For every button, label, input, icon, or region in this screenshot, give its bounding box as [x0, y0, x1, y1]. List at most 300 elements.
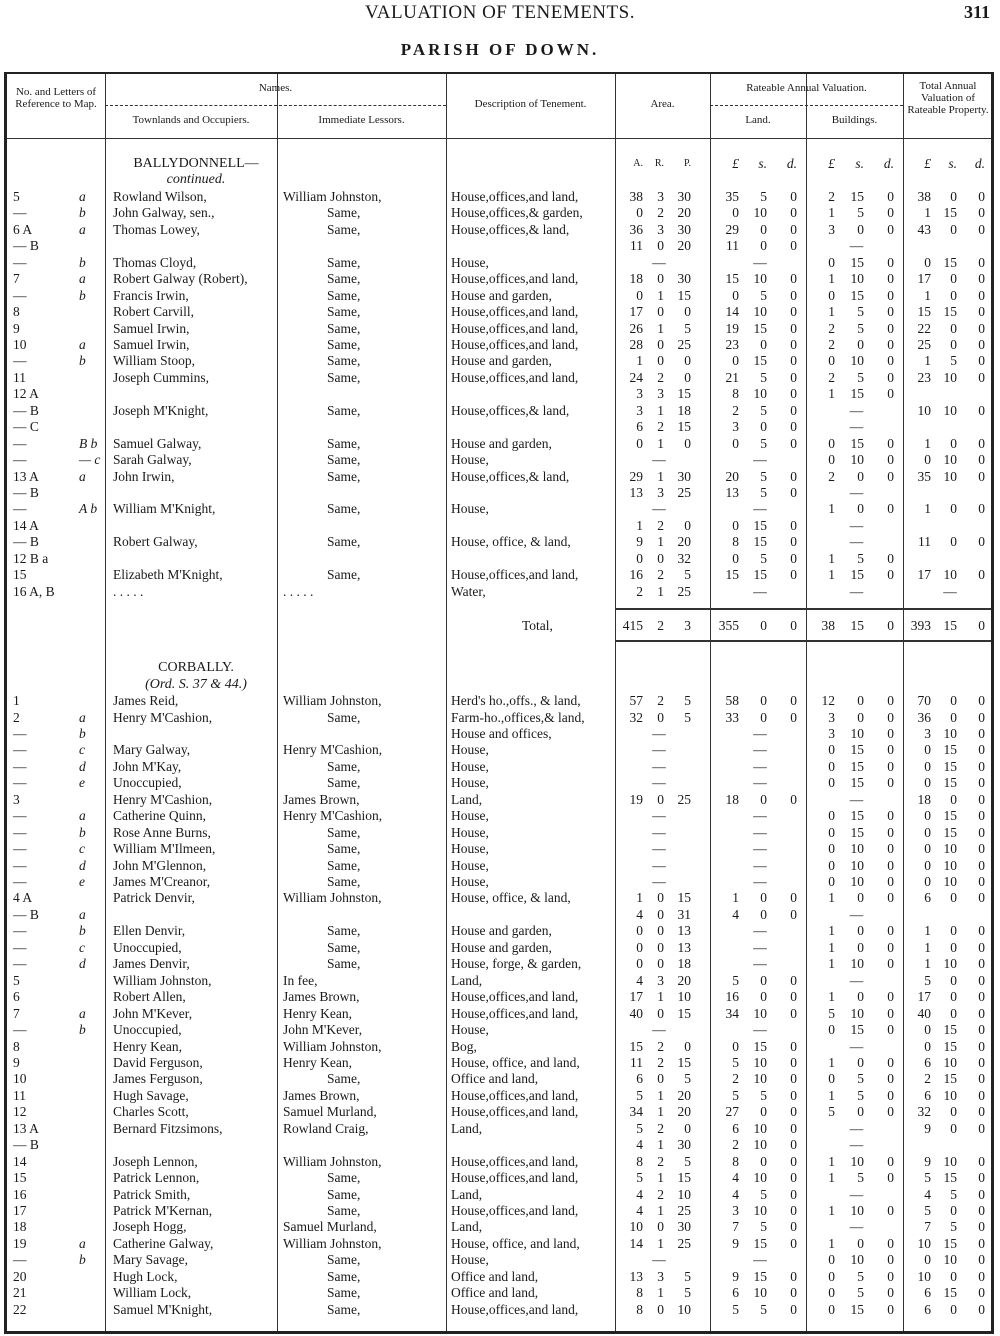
land-b: 15 [753, 567, 767, 583]
tenement-description: House,offices,& land, [451, 221, 570, 237]
bldg-a: 3 [828, 725, 835, 741]
area-b: 1 [657, 1235, 664, 1251]
land-c: 0 [790, 336, 797, 352]
area-b: 1 [657, 1087, 664, 1103]
header-buildings: Buildings. [831, 114, 878, 126]
valuation-table [4, 72, 994, 1334]
total-b: 15 [943, 618, 957, 634]
ref-number: — B [13, 1137, 39, 1153]
bldg-unit: d. [883, 156, 894, 171]
bldg-c: 0 [887, 501, 894, 517]
table-row [7, 370, 991, 386]
bldg-a: 2 [828, 369, 835, 385]
bldg-b: 0 [857, 336, 864, 352]
occupier-name: Mary Savage, [113, 1252, 188, 1268]
lessor-name: Same, [327, 1203, 361, 1218]
bldg-c: 0 [887, 1005, 894, 1021]
land-b: 10 [753, 304, 767, 320]
area-c: 5 [684, 1153, 691, 1169]
bldg-c: 0 [887, 1104, 894, 1120]
bldg-a: 1 [828, 1170, 835, 1186]
land-c: 0 [790, 1186, 797, 1202]
table-row [7, 858, 991, 874]
area-b: 1 [657, 1170, 664, 1186]
land-a: 5 [732, 1301, 739, 1317]
bldg-b: 5 [857, 1170, 864, 1186]
bldg-a: 2 [828, 468, 835, 484]
total-rule [615, 608, 991, 610]
tenement-description: House and garden, [451, 939, 552, 955]
bldg-dash: — [849, 534, 864, 550]
area-c: 18 [677, 402, 691, 418]
land-c: 0 [790, 1301, 797, 1317]
tenement-description: House, [451, 841, 489, 857]
tenement-description: Land, [451, 1186, 483, 1202]
occupier-name: Patrick Denvir, [113, 890, 195, 906]
area-a: 28 [629, 336, 643, 352]
lessor-name: Same, [327, 709, 361, 725]
lessor-name: William Johnston, [283, 1153, 382, 1169]
bldg-b: 15 [850, 742, 864, 758]
land-c: 0 [790, 386, 797, 402]
total-b: 0 [950, 1301, 957, 1317]
occupier-name: Patrick Smith, [113, 1186, 191, 1202]
total-b: 10 [943, 1252, 957, 1268]
table-row [7, 792, 991, 808]
ref-number: 19 [13, 1235, 27, 1251]
land-a: 355 [718, 618, 739, 634]
lessor-name: Same, [327, 824, 361, 840]
ref-letter: a [79, 709, 86, 725]
bldg-unit: s. [855, 156, 864, 171]
land-a: 4 [732, 906, 739, 922]
area-b: 1 [657, 402, 664, 418]
land-b: 0 [760, 419, 767, 435]
land-c: 0 [790, 353, 797, 369]
occupier-name: Joseph Hogg, [113, 1219, 187, 1235]
occupier-name: Hugh Lock, [113, 1268, 178, 1284]
table-row [7, 1121, 991, 1137]
bldg-dash: — [849, 1038, 864, 1054]
ref-letter: e [79, 874, 85, 889]
table-row [7, 1039, 991, 1055]
area-dash: — [652, 824, 666, 840]
bldg-b: 0 [857, 221, 864, 237]
land-b: 0 [760, 693, 767, 709]
land-b: 5 [760, 402, 767, 418]
ref-number: 20 [13, 1268, 27, 1284]
tenement-description: Office and land, [451, 1268, 539, 1284]
tenement-description: House, [451, 824, 489, 840]
land-dash: — [753, 1252, 767, 1268]
area-c: 15 [677, 1005, 691, 1021]
lessor-name: Same, [327, 1301, 361, 1317]
area-c: 15 [677, 419, 691, 435]
area-a: 0 [636, 956, 643, 972]
land-b: 0 [760, 989, 767, 1005]
land-a: 33 [725, 709, 739, 725]
ref-number: — [13, 775, 27, 791]
lessor-name: Same, [327, 874, 361, 889]
bldg-dash: — [849, 1186, 864, 1202]
lessor-name: Same, [327, 452, 361, 468]
bldg-a: 0 [828, 874, 835, 889]
area-a: 15 [629, 1038, 643, 1054]
land-c: 0 [790, 890, 797, 906]
lessor-name: Same, [327, 775, 361, 791]
bldg-a: 0 [828, 1022, 835, 1038]
ref-number: 12 A [13, 386, 39, 402]
bldg-c: 0 [887, 1054, 894, 1070]
bldg-b: 15 [850, 618, 864, 634]
table-row [7, 189, 991, 205]
total-c: 0 [978, 1219, 985, 1235]
lessor-name: Same, [327, 758, 361, 774]
land-a: 15 [725, 271, 739, 287]
total-c: 0 [978, 618, 985, 634]
land-dash: — [753, 923, 767, 939]
table-row [7, 1071, 991, 1087]
land-b: 5 [760, 485, 767, 500]
total-c: 0 [978, 1235, 985, 1251]
occupier-name: Patrick Lennon, [113, 1170, 200, 1186]
total-b: 0 [950, 989, 957, 1005]
bldg-c: 0 [887, 1235, 894, 1251]
ref-number: — [13, 353, 27, 369]
area-a: 0 [636, 550, 643, 566]
table-row [7, 1236, 991, 1252]
occupier-name: Catherine Galway, [113, 1235, 214, 1251]
total-b: 0 [950, 709, 957, 725]
total-b: 10 [943, 725, 957, 741]
ref-number: — [13, 956, 27, 972]
land-dash: — [753, 742, 767, 758]
bldg-c: 0 [887, 188, 894, 204]
ref-letter: b [79, 923, 86, 939]
total-a: 6 [924, 1301, 931, 1317]
land-a: 0 [732, 435, 739, 451]
area-a: 415 [622, 618, 643, 634]
total-b: 10 [943, 874, 957, 889]
occupier-name: James M'Creanor, [113, 874, 211, 889]
table-row [7, 973, 991, 989]
table-row [7, 551, 991, 567]
tenement-description: House,offices,and land, [451, 989, 579, 1005]
land-dash: — [753, 254, 767, 270]
land-b: 15 [753, 1235, 767, 1251]
area-a: 13 [629, 1268, 643, 1284]
total-a: 11 [918, 534, 931, 550]
total-a: 6 [924, 890, 931, 906]
occupier-name: James Reid, [113, 693, 179, 709]
area-a: 16 [629, 567, 643, 583]
tenement-description: House,offices,and land, [451, 1087, 579, 1103]
ref-number: — [13, 857, 27, 873]
land-b: 10 [753, 1203, 767, 1218]
land-c: 0 [790, 435, 797, 451]
area-a: 11 [630, 1054, 643, 1070]
ref-number: 12 B a [13, 550, 49, 566]
bldg-a: 0 [828, 742, 835, 758]
land-b: 0 [760, 791, 767, 807]
total-a: 5 [924, 1203, 931, 1218]
total-a: 0 [924, 452, 931, 468]
total-a: 6 [924, 1087, 931, 1103]
bldg-b: 0 [857, 890, 864, 906]
table-row [7, 238, 991, 254]
land-a: 1 [732, 890, 739, 906]
bldg-a: 3 [828, 221, 835, 237]
occupier-name: William Johnston, [113, 972, 212, 988]
land-a: 18 [725, 791, 739, 807]
bldg-a: 2 [828, 320, 835, 336]
total-b: 15 [943, 1285, 957, 1301]
occupier-name: Sarah Galway, [113, 452, 192, 468]
total-b: 0 [950, 435, 957, 451]
total-b: 15 [943, 808, 957, 824]
ref-number: 5 [13, 972, 20, 988]
lessor-name: Same, [327, 1071, 361, 1087]
occupier-name: Thomas Lowey, [113, 221, 200, 237]
area-a: 6 [636, 419, 643, 435]
ref-number: 21 [13, 1285, 27, 1301]
area-a: 38 [629, 188, 643, 204]
land-b: 10 [753, 1054, 767, 1070]
total-a: 25 [917, 336, 931, 352]
bldg-c: 0 [887, 1252, 894, 1268]
ref-number: 15 [13, 567, 27, 583]
total-b: 15 [943, 758, 957, 774]
ref-number: 12 [13, 1104, 27, 1120]
lessor-name: . . . . . [283, 583, 314, 599]
land-dash: — [753, 841, 767, 857]
total-c: 0 [978, 468, 985, 484]
total-c: 0 [978, 336, 985, 352]
ref-number: 16 [13, 1186, 27, 1202]
tenement-description: House, [451, 501, 489, 517]
area-unit: A. [633, 158, 643, 169]
area-b: 2 [657, 369, 664, 385]
area-b: 0 [657, 956, 664, 972]
tenement-description: Herd's ho.,offs., & land, [451, 693, 581, 709]
bldg-c: 0 [887, 550, 894, 566]
ref-letter: b [79, 1022, 86, 1038]
area-c: 25 [677, 1235, 691, 1251]
total-c: 0 [978, 1186, 985, 1202]
bldg-b: 10 [850, 452, 864, 468]
ref-letter: c [79, 742, 85, 758]
area-a: 3 [636, 386, 643, 402]
tenement-description: Water, [451, 583, 486, 599]
lessor-name: Same, [327, 468, 361, 484]
area-c: 15 [677, 1054, 691, 1070]
table-row [7, 710, 991, 726]
tenement-description: House,offices,and land, [451, 271, 579, 287]
area-dash: — [652, 452, 666, 468]
total-b: 15 [943, 304, 957, 320]
land-a: 9 [732, 1268, 739, 1284]
bldg-a: 1 [828, 956, 835, 972]
land-dash: — [753, 725, 767, 741]
land-c: 0 [790, 287, 797, 303]
table-row [7, 469, 991, 485]
tenement-description: House,offices,and land, [451, 1104, 579, 1120]
lessor-name: William Johnston, [283, 1235, 382, 1251]
total-c: 0 [978, 369, 985, 385]
land-a: 20 [725, 468, 739, 484]
land-dash: — [753, 956, 767, 972]
bldg-b: 5 [857, 550, 864, 566]
bldg-b: 15 [850, 808, 864, 824]
bldg-dash: — [849, 791, 864, 807]
bldg-a: 0 [828, 1252, 835, 1268]
ref-number: — B [13, 485, 39, 500]
area-c: 25 [677, 485, 691, 500]
bldg-b: 10 [850, 1153, 864, 1169]
total-a: 18 [917, 791, 931, 807]
bldg-a: 5 [828, 1104, 835, 1120]
total-a: 0 [924, 808, 931, 824]
area-dash: — [652, 725, 666, 741]
land-c: 0 [790, 1054, 797, 1070]
ref-letter: a [79, 468, 86, 484]
area-c: 30 [677, 188, 691, 204]
townland-subtitle [7, 677, 991, 693]
table-row [7, 693, 991, 709]
ref-number: 3 [13, 791, 20, 807]
header-rateable: Rateable Annual Valuation. [746, 82, 867, 94]
total-a: 1 [924, 287, 931, 303]
ref-number: 2 [13, 709, 20, 725]
bldg-a: 0 [828, 353, 835, 369]
table-row [7, 1187, 991, 1203]
total-b: 15 [943, 254, 957, 270]
land-b: 5 [760, 1186, 767, 1202]
total-c: 0 [978, 775, 985, 791]
land-c: 0 [790, 1235, 797, 1251]
land-a: 13 [725, 485, 739, 500]
bldg-a: 1 [828, 271, 835, 287]
bldg-b: 0 [857, 693, 864, 709]
bldg-b: 5 [857, 1268, 864, 1284]
bldg-c: 0 [887, 742, 894, 758]
total-b: 5 [950, 1219, 957, 1235]
occupier-name: Charles Scott, [113, 1104, 189, 1120]
area-a: 4 [636, 1186, 643, 1202]
header-description: Description of Tenement. [474, 98, 587, 110]
area-c: 32 [677, 550, 691, 566]
lessor-name: William Johnston, [283, 1038, 382, 1054]
total-a: 0 [924, 824, 931, 840]
total-c: 0 [978, 1071, 985, 1087]
tenement-description: House and garden, [451, 435, 552, 451]
bldg-a: 1 [828, 989, 835, 1005]
area-b: 0 [657, 550, 664, 566]
area-a: 11 [630, 238, 643, 254]
total-a: 10 [917, 1235, 931, 1251]
land-c: 0 [790, 238, 797, 254]
land-b: 0 [760, 890, 767, 906]
area-b: 1 [657, 1203, 664, 1218]
bldg-a: 1 [828, 1203, 835, 1218]
area-dash: — [652, 775, 666, 791]
land-a: 3 [732, 419, 739, 435]
total-a: 9 [924, 1120, 931, 1136]
total-a: 1 [924, 501, 931, 517]
lessor-name: Rowland Craig, [283, 1120, 369, 1136]
bldg-c: 0 [887, 1301, 894, 1317]
table-row [7, 1088, 991, 1104]
area-b: 1 [657, 534, 664, 550]
land-c: 0 [790, 1120, 797, 1136]
ref-number: — [13, 808, 27, 824]
area-c: 25 [677, 791, 691, 807]
tenement-description: Land, [451, 1120, 483, 1136]
bldg-b: 15 [850, 1301, 864, 1317]
area-b: 1 [657, 435, 664, 451]
land-b: 10 [753, 386, 767, 402]
total-a: 0 [924, 1038, 931, 1054]
area-b: 2 [657, 1038, 664, 1054]
area-c: 0 [684, 517, 691, 533]
ref-letter: — c [79, 452, 101, 468]
total-b: 15 [943, 1170, 957, 1186]
occupier-name: Catherine Quinn, [113, 808, 206, 824]
occupier-name: Unoccupied, [113, 1022, 182, 1038]
total-unit: d. [974, 156, 985, 171]
land-a: 35 [725, 188, 739, 204]
ref-number: — [13, 501, 27, 517]
occupier-name: Unoccupied, [113, 775, 182, 791]
lessor-name: Same, [327, 534, 361, 550]
area-dash: — [652, 1252, 666, 1268]
bldg-c: 0 [887, 304, 894, 320]
area-c: 15 [677, 386, 691, 402]
land-b: 0 [760, 221, 767, 237]
total-c: 0 [978, 1005, 985, 1021]
area-b: 2 [657, 693, 664, 709]
total-c: 0 [978, 725, 985, 741]
land-c: 0 [790, 618, 797, 634]
land-a: 58 [725, 693, 739, 709]
tenement-description: House,offices,& land, [451, 468, 570, 484]
tenement-description: House,offices,and land, [451, 1301, 579, 1317]
lessor-name: Same, [327, 221, 361, 237]
lessor-name: James Brown, [283, 989, 360, 1005]
area-a: 5 [636, 1170, 643, 1186]
land-c: 0 [790, 550, 797, 566]
bldg-c: 0 [887, 205, 894, 221]
area-b: 3 [657, 485, 664, 500]
land-b: 0 [760, 1104, 767, 1120]
bldg-a: 1 [828, 1054, 835, 1070]
ref-number: — [13, 824, 27, 840]
area-a: 26 [629, 320, 643, 336]
ref-number: — B [13, 906, 39, 922]
land-b: 5 [760, 188, 767, 204]
total-a: 35 [917, 468, 931, 484]
total-a: 393 [910, 618, 931, 634]
table-row [7, 874, 991, 890]
total-a: 3 [924, 725, 931, 741]
land-c: 0 [790, 468, 797, 484]
land-c: 0 [790, 972, 797, 988]
total-c: 0 [978, 824, 985, 840]
area-a: 14 [629, 1235, 643, 1251]
table-row [7, 255, 991, 271]
lessor-name: John M'Kever, [283, 1022, 363, 1038]
area-a: 1 [636, 517, 643, 533]
